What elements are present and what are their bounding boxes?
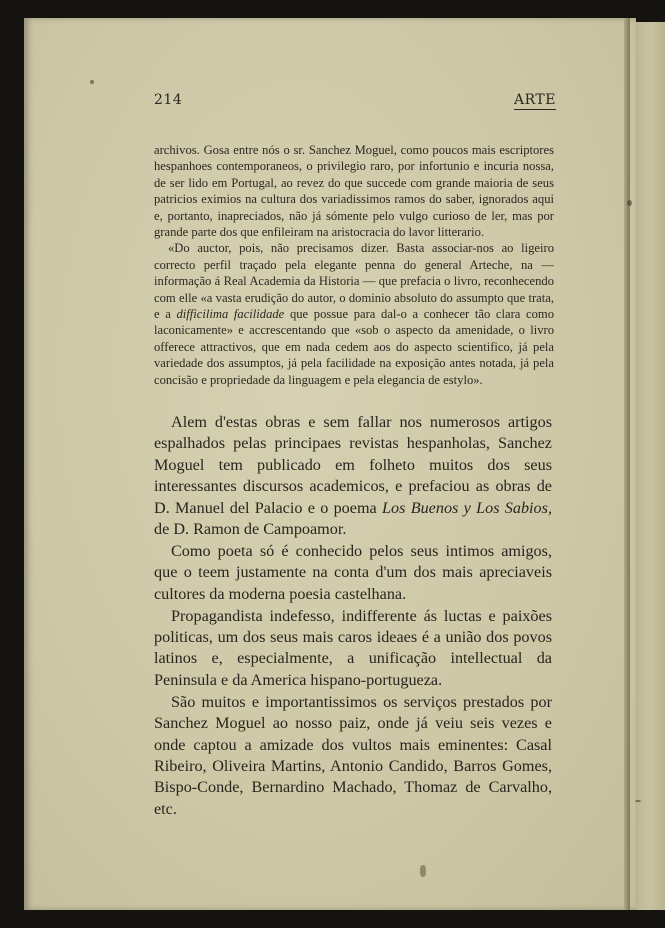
ink-spot: [420, 865, 426, 877]
page-gutter: [624, 18, 630, 910]
running-head: [154, 92, 556, 116]
body-paragraph-4: São muitos e importantissimos os serviços prestados por Sanchez Moguel ao nosso paiz, onde já veiu seis vezes e onde captou a amizade dos vultos mais eminentes: Casal Ribeiro, Oliveira Martins, Antonio Candido, Barros Gomes, Bispo-Conde, Bernardino Machado, Thomaz de Carvalho, etc.: [154, 692, 552, 818]
quote-paragraph-2-text-b: que possue para dal-o a conhecer tão clara como laconicamente» e accrescentando que «sob o aspecto da amenidade, o livro offerece attractivos, que em nada cedem aos do aspecto scientifico, já pela variedade dos assumptos, já pela facilidade na exposição antes notada, já pela concisão e propriedade da linguagem e pela elegancia de estylo».: [154, 307, 554, 387]
page-number: 214: [154, 92, 183, 108]
ink-spot: [90, 80, 94, 84]
quote-paragraph-2-italic: difficilima facilidade: [176, 307, 285, 322]
ink-spot: [627, 200, 632, 206]
quote-paragraph-2-text-a: «Do auctor, pois, não precisamos dizer. Basta associar-nos ao ligeiro correcto perfil traçado pela elegante penna do general Arteche, na — informação á Real Academia da Historia — que prefacia o livro, reconhecendo com elle «a vasta erudição do autor, o dominio absoluto do assumpto que trata, e a: [154, 241, 554, 322]
body-paragraph-1-italic: Los Buenos y Los Sabios,: [382, 498, 552, 517]
body-text: [154, 412, 552, 820]
body-paragraph-2: Como poeta só é conhecido pelos seus intimos amigos, que o teem justamente na conta d'um dos mais apreciaveis cultores da moderna poesia castelhana.: [154, 541, 552, 603]
quote-paragraph-2: [154, 240, 554, 388]
quote-paragraph-1: archivos. Gosa entre nós o sr. Sanchez Moguel, como poucos mais escriptores hespanhoes contemporaneos, o privilegio raro, por infortunio e incuria nossa, de ser lido em Portugal, ao revez do que succede com grande maioria de seus patricios eximios na cultura dos variadissimos ramos do saber, ignorados aqui e, portanto, inapreciados, não já sómente pelo vulgo curioso de ler, mas por grande parte dos que enfileiram na aristocracia do lavor litterario.: [154, 143, 554, 240]
body-paragraph-1: [154, 412, 552, 540]
body-paragraph-1-text-b: de D. Ramon de Campoamor.: [154, 520, 347, 539]
quoted-excerpt: [154, 142, 554, 388]
ink-spot: [635, 800, 641, 802]
section-title: ARTE: [514, 92, 556, 108]
body-paragraph-3: Propagandista indefesso, indifferente ás luctas e paixões politicas, um dos seus mais caros ideaes é a união dos povos latinos e, especialmente, a unificação intellectual da Peninsula e da America hispano-portugueza.: [154, 606, 552, 689]
body-paragraph-1-text-a: Alem d'estas obras e sem fallar nos numerosos artigos espalhados pelas principaes revistas hespanholas, Sanchez Moguel tem publicado em folheto muitos dos seus interessantes discursos academicos, e prefaciou as obras de D. Manuel del Palacio e o poema: [154, 413, 552, 517]
